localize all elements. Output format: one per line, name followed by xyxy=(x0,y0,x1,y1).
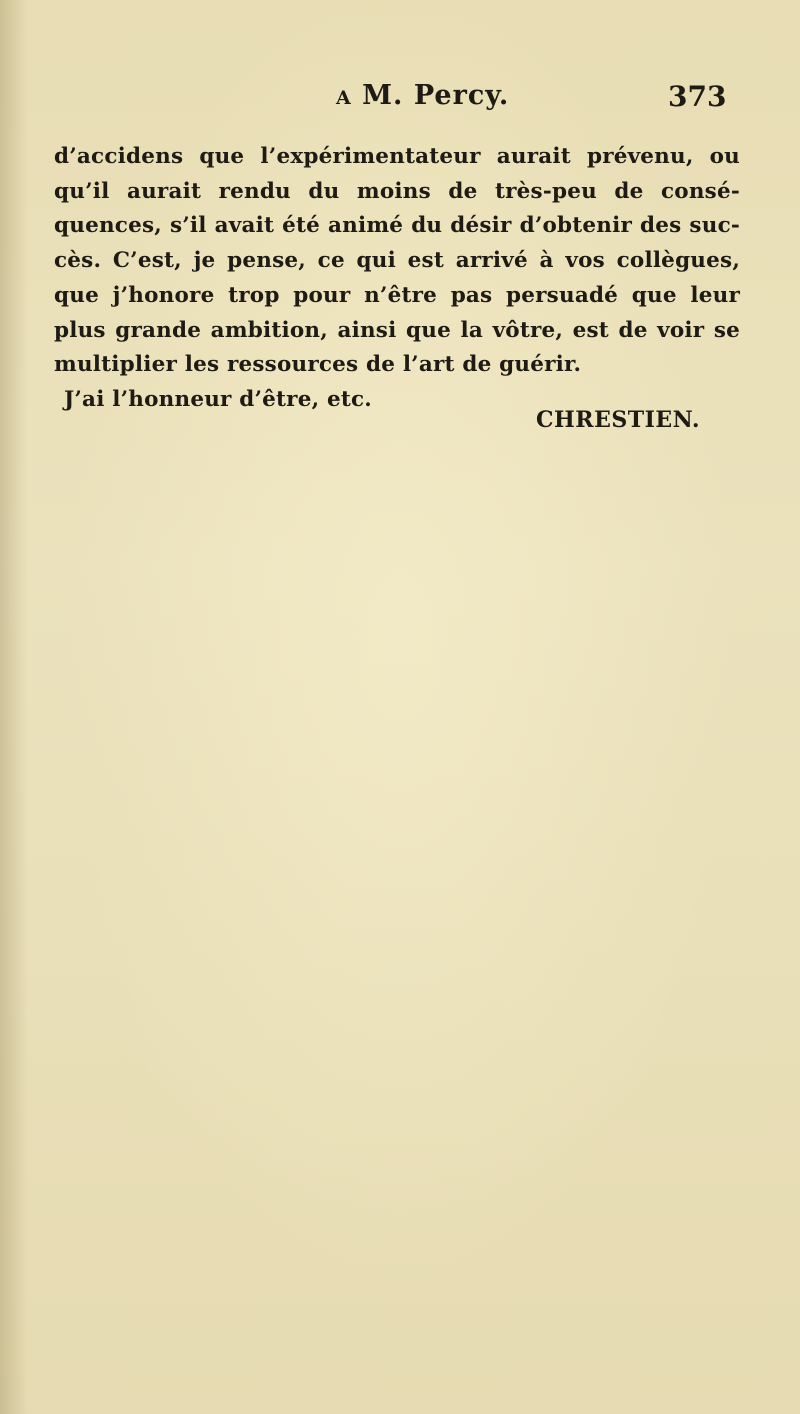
running-head-title xyxy=(336,80,509,111)
text-line-4: cès. C’est, je pense, ce qui est arrivé à vos collègues, xyxy=(54,248,740,274)
page-number: 373 xyxy=(668,80,727,113)
text-line-6: plus grande ambition, ainsi que la vôtre, est de voir se xyxy=(54,317,740,343)
signature: CHRESTIEN. xyxy=(536,407,701,433)
running-head-prefix: A xyxy=(336,87,352,109)
text-line-1: d’accidens que l’expérimentateur aurait prévenu, ou xyxy=(54,144,740,169)
gutter-shadow xyxy=(0,0,28,1414)
body-text xyxy=(54,140,740,418)
text-line-5: que j’honore trop pour n’être pas persuadé que leur xyxy=(54,282,740,308)
running-head-name: M. Percy. xyxy=(362,80,510,111)
running-head xyxy=(0,78,800,124)
closing-line: J’ai l’honneur d’être, etc. xyxy=(64,386,372,412)
text-line-3: quences, s’il avait été animé du désir d’obtenir des suc- xyxy=(54,213,740,239)
text-line-7: multiplier les ressources de l’art de guérir. xyxy=(54,352,582,378)
text-line-2: qu’il aurait rendu du moins de très-peu de consé- xyxy=(54,178,740,204)
